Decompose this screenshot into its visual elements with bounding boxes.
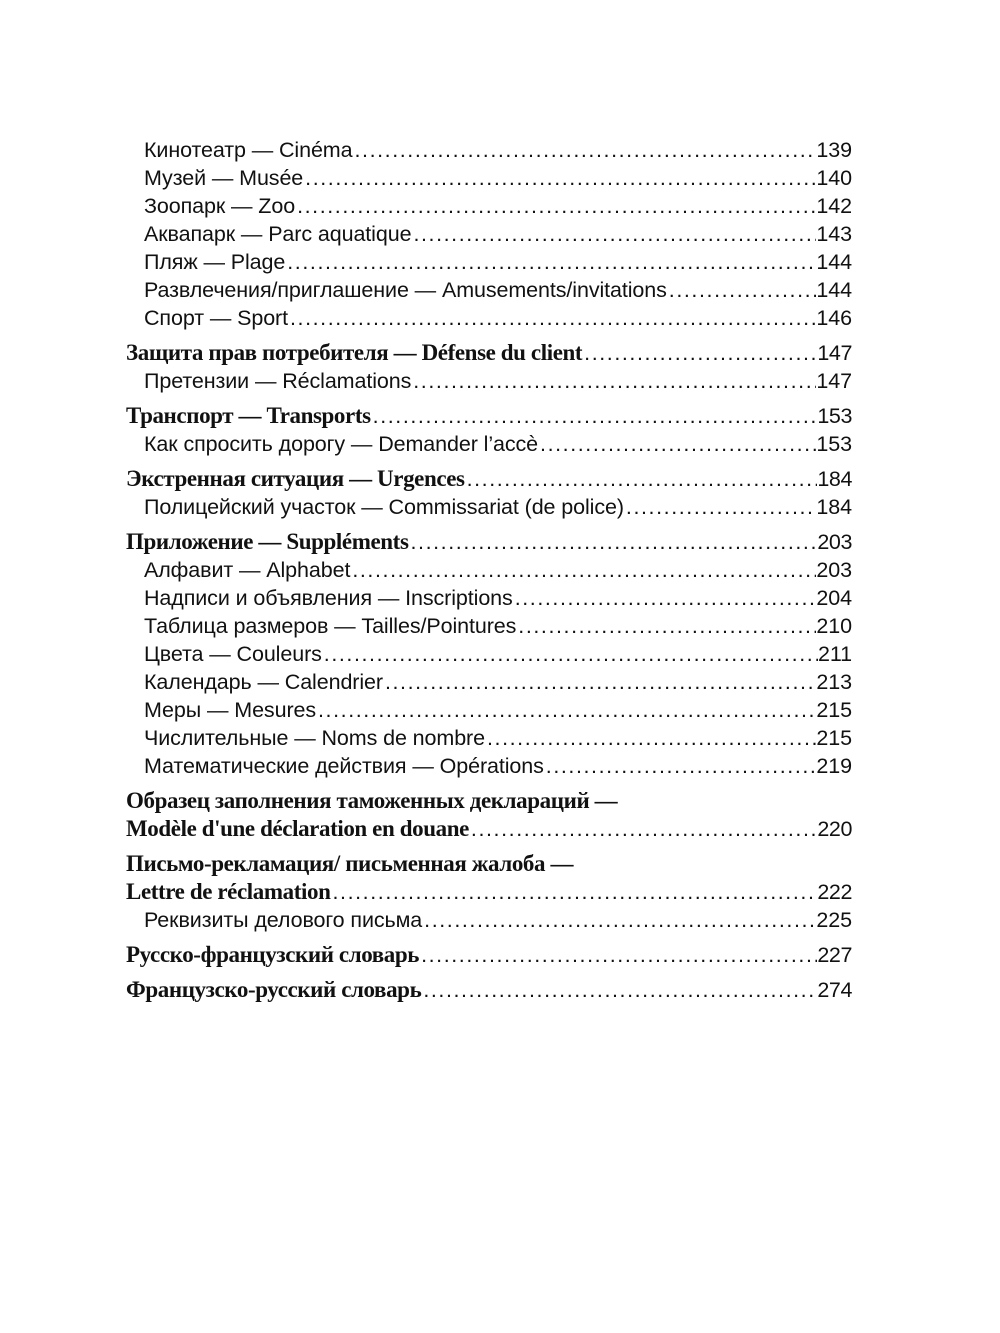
toc-section-title: Приложение — Suppléments bbox=[126, 529, 409, 554]
dot-leader bbox=[411, 367, 816, 395]
toc-page-number: 204 bbox=[816, 586, 852, 610]
toc-entry[interactable] bbox=[126, 640, 852, 668]
toc-entry[interactable] bbox=[126, 136, 852, 164]
toc-section-entry[interactable] bbox=[126, 815, 852, 843]
dot-leader bbox=[303, 164, 816, 192]
toc-page-number: 140 bbox=[816, 166, 852, 190]
toc-section-title-line1: Образец заполнения таможенных деклараций — bbox=[126, 788, 618, 813]
dot-leader bbox=[285, 248, 816, 276]
dot-leader bbox=[516, 612, 816, 640]
dot-leader bbox=[409, 528, 818, 556]
toc-page-number: 144 bbox=[816, 250, 852, 274]
toc-entry[interactable] bbox=[126, 556, 852, 584]
dot-leader bbox=[371, 402, 818, 430]
dot-leader bbox=[422, 906, 816, 934]
toc-section-heading-line bbox=[126, 850, 852, 878]
toc-page-number: 227 bbox=[817, 943, 852, 967]
toc-entry-title: Таблица размеров — Tailles/Pointures bbox=[144, 614, 517, 638]
toc-page-number: 274 bbox=[817, 978, 852, 1002]
toc-section-title-line1: Письмо-рекламация/ письменная жалоба — bbox=[126, 851, 574, 876]
toc-entry[interactable] bbox=[126, 668, 852, 696]
toc-entry-title: Кинотеатр — Cinéma bbox=[144, 138, 353, 162]
toc-entry-title: Развлечения/приглашение — Amusements/invitations bbox=[144, 278, 667, 302]
dot-leader bbox=[288, 304, 816, 332]
toc-section-heading-line bbox=[126, 787, 852, 815]
toc-entry-title: Алфавит — Alphabet bbox=[144, 558, 351, 582]
dot-leader bbox=[624, 493, 817, 521]
toc-entry-title: Аквапарк — Parc aquatique bbox=[144, 222, 412, 246]
toc-entry[interactable] bbox=[126, 220, 852, 248]
toc-entry[interactable] bbox=[126, 724, 852, 752]
toc-section-entry[interactable] bbox=[126, 528, 852, 556]
toc-entry-title: Математические действия — Opérations bbox=[144, 754, 544, 778]
toc-page-number: 225 bbox=[816, 908, 852, 932]
toc-page-number: 203 bbox=[817, 530, 852, 554]
toc-page-number: 210 bbox=[816, 614, 852, 638]
toc-section-title: Защита прав потребителя — Défense du client bbox=[126, 340, 583, 365]
toc-entry[interactable] bbox=[126, 612, 852, 640]
dot-leader bbox=[419, 941, 817, 969]
dot-leader bbox=[350, 556, 816, 584]
toc-section-title: Французско-русский словарь bbox=[126, 977, 422, 1002]
toc-section-entry[interactable] bbox=[126, 878, 852, 906]
toc-section-entry[interactable] bbox=[126, 941, 852, 969]
dot-leader bbox=[411, 220, 816, 248]
toc-entry[interactable] bbox=[126, 192, 852, 220]
toc-page-number: 215 bbox=[816, 726, 852, 750]
toc-section-entry[interactable] bbox=[126, 339, 852, 367]
toc-page-number: 147 bbox=[817, 341, 852, 365]
toc-entry-title: Календарь — Calendrier bbox=[144, 670, 383, 694]
toc-entry-title: Музей — Musée bbox=[144, 166, 304, 190]
toc-entry-title: Меры — Mesures bbox=[144, 698, 317, 722]
toc-page-number: 184 bbox=[817, 467, 852, 491]
toc-entry-title: Спорт — Sport bbox=[144, 306, 288, 330]
dot-leader bbox=[352, 136, 816, 164]
dot-leader bbox=[316, 696, 816, 724]
toc-entry-title: Реквизиты делового письма bbox=[144, 908, 423, 932]
toc-entry[interactable] bbox=[126, 276, 852, 304]
toc-section-entry[interactable] bbox=[126, 465, 852, 493]
toc-entry[interactable] bbox=[126, 248, 852, 276]
dot-leader bbox=[582, 339, 817, 367]
toc-entry[interactable] bbox=[126, 367, 852, 395]
toc-entry[interactable] bbox=[126, 584, 852, 612]
toc-entry-title: Как спросить дорогу — Demander l’accè bbox=[144, 432, 539, 456]
toc-page-number: 139 bbox=[816, 138, 852, 162]
toc-page-number: 184 bbox=[816, 495, 852, 519]
toc-page-number: 146 bbox=[816, 306, 852, 330]
toc-page-number: 219 bbox=[816, 754, 852, 778]
dot-leader bbox=[538, 430, 816, 458]
toc-page-number: 215 bbox=[816, 698, 852, 722]
dot-leader bbox=[383, 668, 816, 696]
dot-leader bbox=[469, 815, 817, 843]
toc-entry-title: Полицейский участок — Commissariat (de police) bbox=[144, 495, 624, 519]
toc-entry[interactable] bbox=[126, 906, 852, 934]
dot-leader bbox=[331, 878, 818, 906]
toc-page-number: 213 bbox=[816, 670, 852, 694]
toc-entry-title: Числительные — Noms de nombre bbox=[144, 726, 485, 750]
toc-entry[interactable] bbox=[126, 430, 852, 458]
toc-page-number: 222 bbox=[817, 880, 852, 904]
toc-section-title: Lettre de réclamation bbox=[126, 879, 331, 904]
toc-entry[interactable] bbox=[126, 164, 852, 192]
toc-page-number: 144 bbox=[816, 278, 852, 302]
dot-leader bbox=[421, 976, 817, 1004]
toc-entry[interactable] bbox=[126, 696, 852, 724]
dot-leader bbox=[322, 640, 818, 668]
toc-page-number: 143 bbox=[816, 222, 852, 246]
toc-entry-title: Пляж — Plage bbox=[144, 250, 286, 274]
toc-section-title: Modèle d'une déclaration en douane bbox=[126, 816, 469, 841]
toc-entry-title: Надписи и объявления — Inscriptions bbox=[144, 586, 513, 610]
toc-entry-title: Цвета — Couleurs bbox=[144, 642, 322, 666]
toc-entry[interactable] bbox=[126, 752, 852, 780]
dot-leader bbox=[544, 752, 817, 780]
toc-page-number: 153 bbox=[816, 432, 852, 456]
toc-entry-title: Зоопарк — Zoo bbox=[144, 194, 296, 218]
toc-page-number: 147 bbox=[816, 369, 852, 393]
toc-section-entry[interactable] bbox=[126, 976, 852, 1004]
dot-leader bbox=[485, 724, 816, 752]
toc-entry-title: Претензии — Réclamations bbox=[144, 369, 412, 393]
table-of-contents bbox=[126, 136, 852, 1004]
toc-entry[interactable] bbox=[126, 493, 852, 521]
dot-leader bbox=[465, 465, 818, 493]
toc-page-number: 203 bbox=[816, 558, 852, 582]
toc-page-number: 211 bbox=[818, 642, 852, 666]
toc-page-number: 153 bbox=[817, 404, 852, 428]
dot-leader bbox=[513, 584, 817, 612]
toc-section-title: Транспорт — Transports bbox=[126, 403, 371, 428]
toc-page-number: 142 bbox=[816, 194, 852, 218]
dot-leader bbox=[667, 276, 817, 304]
toc-entry[interactable] bbox=[126, 304, 852, 332]
toc-section-title: Экстренная ситуация — Urgences bbox=[126, 466, 465, 491]
toc-section-title: Русско-французский словарь bbox=[126, 942, 420, 967]
toc-section-entry[interactable] bbox=[126, 402, 852, 430]
dot-leader bbox=[295, 192, 816, 220]
toc-page-number: 220 bbox=[817, 817, 852, 841]
